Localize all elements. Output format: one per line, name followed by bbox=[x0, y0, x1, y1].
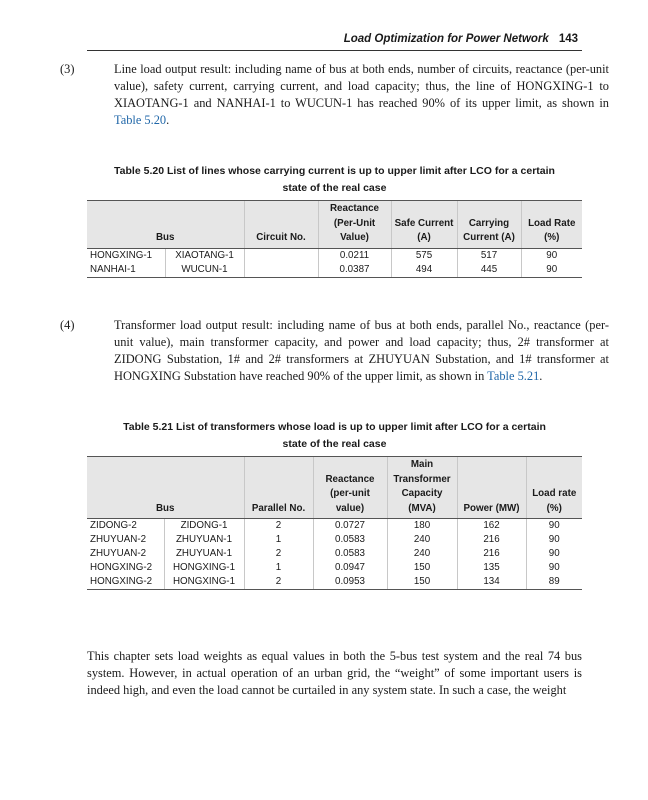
cell-bus1: HONGXING-2 bbox=[90, 562, 153, 573]
cell-power: 216 bbox=[457, 533, 526, 547]
cell-bus2: WUCUN-1 bbox=[165, 263, 244, 278]
cell-load: 90 bbox=[526, 547, 582, 561]
cell-bus2: ZHUYUAN-1 bbox=[164, 533, 244, 547]
cell-load: 90 bbox=[526, 561, 582, 575]
paragraph-4 bbox=[60, 317, 609, 385]
paragraph-4-number: (4) bbox=[60, 318, 75, 332]
cell-carrying: 445 bbox=[457, 263, 521, 278]
header-reactance: Reactance (Per-Unit Value) bbox=[318, 201, 391, 249]
paragraph-3-text: Line load output result: including name of bus at both ends, number of circuits, reactance (per-unit value), safety current, carrying current, and load capacity; thus, the line of HONGXING-1 to XIAOTANG-1 and NANHAI-1 to WUCUN-1 has reached 90% of its upper limit, as shown in bbox=[114, 62, 609, 110]
cell-bus2: HONGXING-1 bbox=[164, 575, 244, 590]
table-row bbox=[87, 533, 582, 547]
cell-bus2: ZHUYUAN-1 bbox=[164, 547, 244, 561]
table-5-20-caption-line2: state of the real case bbox=[282, 182, 387, 194]
header-circuit-no: Circuit No. bbox=[244, 201, 318, 249]
cell-reactance: 0.0953 bbox=[313, 575, 387, 590]
cell-bus2: HONGXING-1 bbox=[164, 561, 244, 575]
cell-bus1: HONGXING-2 bbox=[87, 575, 164, 590]
running-title: Load Optimization for Power Network bbox=[343, 33, 549, 45]
cell-parallel: 1 bbox=[244, 561, 313, 575]
cell-power: 216 bbox=[457, 547, 526, 561]
paragraph-final: This chapter sets load weights as equal values in both the 5-bus test system and the real 74 bus system. However, in actual operation of an urban grid, the “weight” of some important users is indeed high, and even the load cannot be curtailed in any system state. In such a case, the weight bbox=[87, 649, 582, 697]
header-bus: Bus bbox=[87, 457, 244, 519]
table-row bbox=[87, 561, 582, 575]
table-5-20-link[interactable]: Table 5.20 bbox=[114, 113, 167, 127]
cell-carrying: 517 bbox=[457, 248, 521, 263]
cell-safe: 575 bbox=[391, 248, 457, 263]
table-5-20-caption bbox=[87, 163, 582, 197]
paragraph-3-end: . bbox=[166, 113, 170, 127]
header-reactance: Reactance (per-unit value) bbox=[313, 457, 387, 519]
cell-bus1: ZHUYUAN-2 bbox=[90, 534, 147, 545]
cell-capacity: 240 bbox=[387, 533, 457, 547]
cell-bus1: NANHAI-1 bbox=[87, 263, 165, 278]
header-power: Power (MW) bbox=[457, 457, 526, 519]
cell-bus2: XIAOTANG-1 bbox=[165, 248, 244, 263]
header-safe-current: Safe Current (A) bbox=[391, 201, 457, 249]
paragraph-3-number: (3) bbox=[60, 62, 75, 76]
table-5-21-caption bbox=[87, 419, 582, 453]
table-row bbox=[87, 519, 582, 534]
table-5-20 bbox=[87, 200, 582, 278]
header-capacity: Main Transformer Capacity (MVA) bbox=[387, 457, 457, 519]
cell-parallel: 1 bbox=[244, 533, 313, 547]
header-carrying-current: Carrying Current (A) bbox=[457, 201, 521, 249]
cell-parallel: 2 bbox=[244, 575, 313, 590]
table-5-21 bbox=[87, 456, 582, 590]
cell-capacity: 180 bbox=[387, 519, 457, 534]
header-rule bbox=[87, 50, 582, 51]
paragraph-4-text: Transformer load output result: including name of bus at both ends, parallel No., reactance (per-unit value), main transformer capacity, and power and load capacity; thus, 2# transformer at ZIDONG Substation, 1# and 2# transformers at ZHUYUAN Substation, and 1# transformer at HONGXING Substation have reached 90% of the upper limit, as shown in bbox=[114, 318, 609, 383]
table-5-21-header-row bbox=[87, 457, 582, 519]
cell-bus2: ZIDONG-1 bbox=[164, 519, 244, 534]
table-5-21-link[interactable]: Table 5.21 bbox=[487, 369, 540, 383]
cell-bus1: ZHUYUAN-2 bbox=[90, 548, 147, 559]
table-5-21-caption-line1: Table 5.21 List of transformers whose load is up to upper limit after LCO for a certain bbox=[123, 421, 546, 433]
page-number: 143 bbox=[558, 33, 578, 45]
cell-power: 134 bbox=[457, 575, 526, 590]
cell-circuit bbox=[244, 263, 318, 278]
cell-capacity: 240 bbox=[387, 547, 457, 561]
cell-reactance: 0.0583 bbox=[313, 533, 387, 547]
header-load-rate: Load rate (%) bbox=[526, 457, 582, 519]
cell-circuit bbox=[244, 248, 318, 263]
cell-load: 90 bbox=[526, 533, 582, 547]
cell-bus1: HONGXING-1 bbox=[90, 249, 153, 261]
table-5-20-caption-line1: Table 5.20 List of lines whose carrying current is up to upper limit after LCO for a certain bbox=[114, 165, 555, 177]
cell-parallel: 2 bbox=[244, 519, 313, 534]
cell-reactance: 0.0387 bbox=[318, 263, 391, 278]
cell-reactance: 0.0947 bbox=[313, 561, 387, 575]
cell-parallel: 2 bbox=[244, 547, 313, 561]
cell-capacity: 150 bbox=[387, 561, 457, 575]
table-5-21-caption-line2: state of the real case bbox=[282, 438, 387, 450]
table-row bbox=[87, 248, 582, 263]
header-bus: Bus bbox=[87, 201, 244, 249]
cell-power: 162 bbox=[457, 519, 526, 534]
cell-capacity: 150 bbox=[387, 575, 457, 590]
table-5-20-header-row bbox=[87, 201, 582, 249]
cell-reactance: 0.0583 bbox=[313, 547, 387, 561]
cell-bus1: ZIDONG-2 bbox=[90, 520, 137, 531]
cell-load: 89 bbox=[526, 575, 582, 590]
cell-load: 90 bbox=[526, 519, 582, 534]
paragraph-3 bbox=[60, 61, 609, 129]
running-head bbox=[0, 33, 578, 45]
header-load-rate: Load Rate (%) bbox=[521, 201, 582, 249]
header-parallel-no: Parallel No. bbox=[244, 457, 313, 519]
cell-load: 90 bbox=[521, 263, 582, 278]
cell-reactance: 0.0211 bbox=[318, 248, 391, 263]
table-row bbox=[87, 575, 582, 590]
cell-reactance: 0.0727 bbox=[313, 519, 387, 534]
cell-load: 90 bbox=[521, 248, 582, 263]
table-row bbox=[87, 547, 582, 561]
cell-safe: 494 bbox=[391, 263, 457, 278]
paragraph-4-end: . bbox=[539, 369, 543, 383]
table-row bbox=[87, 263, 582, 278]
cell-power: 135 bbox=[457, 561, 526, 575]
